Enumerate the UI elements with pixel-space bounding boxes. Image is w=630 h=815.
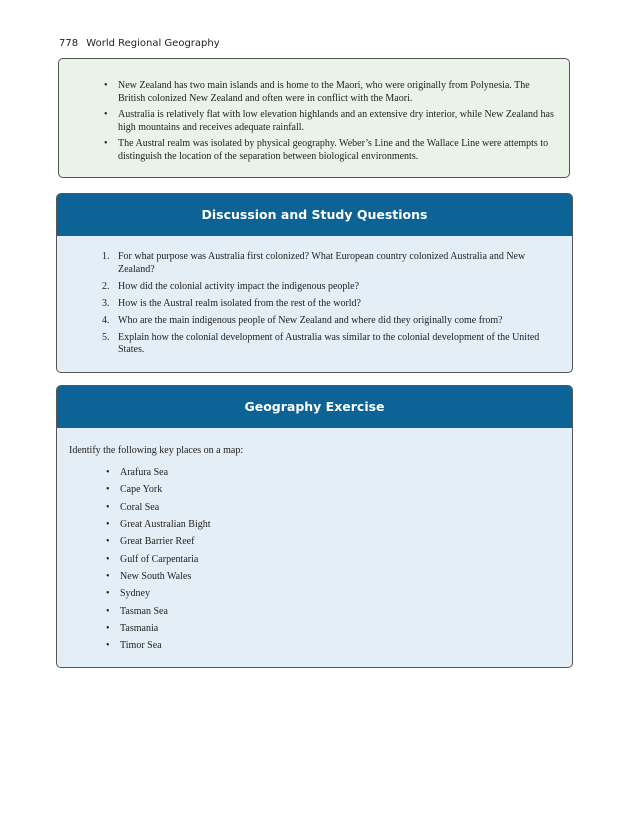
place-item: • Sydney [106,588,211,601]
question-number: 4. [102,314,110,326]
place-item: • Great Barrier Reef [106,536,211,549]
question-item [102,281,552,294]
question-number: 2. [102,280,110,292]
question-number: 3. [102,297,110,309]
question-item [102,251,552,276]
place-item: • New South Wales [106,571,211,584]
question-item [102,298,552,311]
summary-item: • The Austral realm was isolated by physical geography. Weber’s Line and the Wallace Line were attempts to distinguish the location of the separation between biological environments. [104,138,559,163]
place-item: • Timor Sea [106,640,211,653]
summary-list [104,80,559,167]
place-item: • Arafura Sea [106,467,211,480]
question-text: How did the colonial activity impact the indigenous people? [118,280,360,292]
place-item: • Cape York [106,484,211,497]
place-item: • Coral Sea [106,502,211,515]
exercise-box [56,385,573,668]
question-text: For what purpose was Australia first colonized? What European country colonized Australia and New Zealand? [118,251,526,275]
summary-box [58,58,570,178]
question-text: How is the Austral realm isolated from the rest of the world? [118,297,361,309]
book-title: World Regional Geography [86,38,220,49]
discussion-box [56,193,573,373]
discussion-title: Discussion and Study Questions [57,194,572,236]
running-head [59,38,220,49]
exercise-intro: Identify the following key places on a map: [69,445,244,456]
question-number: 5. [102,331,110,343]
question-item [102,332,552,357]
question-item [102,315,552,328]
question-text: Explain how the colonial development of Australia was similar to the colonial development of the United States. [118,331,540,355]
question-number: 1. [102,251,110,262]
exercise-title: Geography Exercise [57,386,572,428]
page-number: 778 [59,38,79,49]
summary-item: • New Zealand has two main islands and is home to the Maori, who were originally from Polynesia. The British colonized New Zealand and often were in conflict with the Maori. [104,80,559,105]
place-item: • Great Australian Bight [106,519,211,532]
discussion-questions [102,251,552,361]
places-list [106,467,211,658]
summary-item: • Australia is relatively flat with low elevation highlands and an extensive dry interior, while New Zealand has high mountains and receives adequate rainfall. [104,109,559,134]
place-item: • Tasman Sea [106,606,211,619]
place-item: • Tasmania [106,623,211,636]
question-text: Who are the main indigenous people of New Zealand and where did they originally come from? [118,314,503,326]
place-item: • Gulf of Carpentaria [106,554,211,567]
